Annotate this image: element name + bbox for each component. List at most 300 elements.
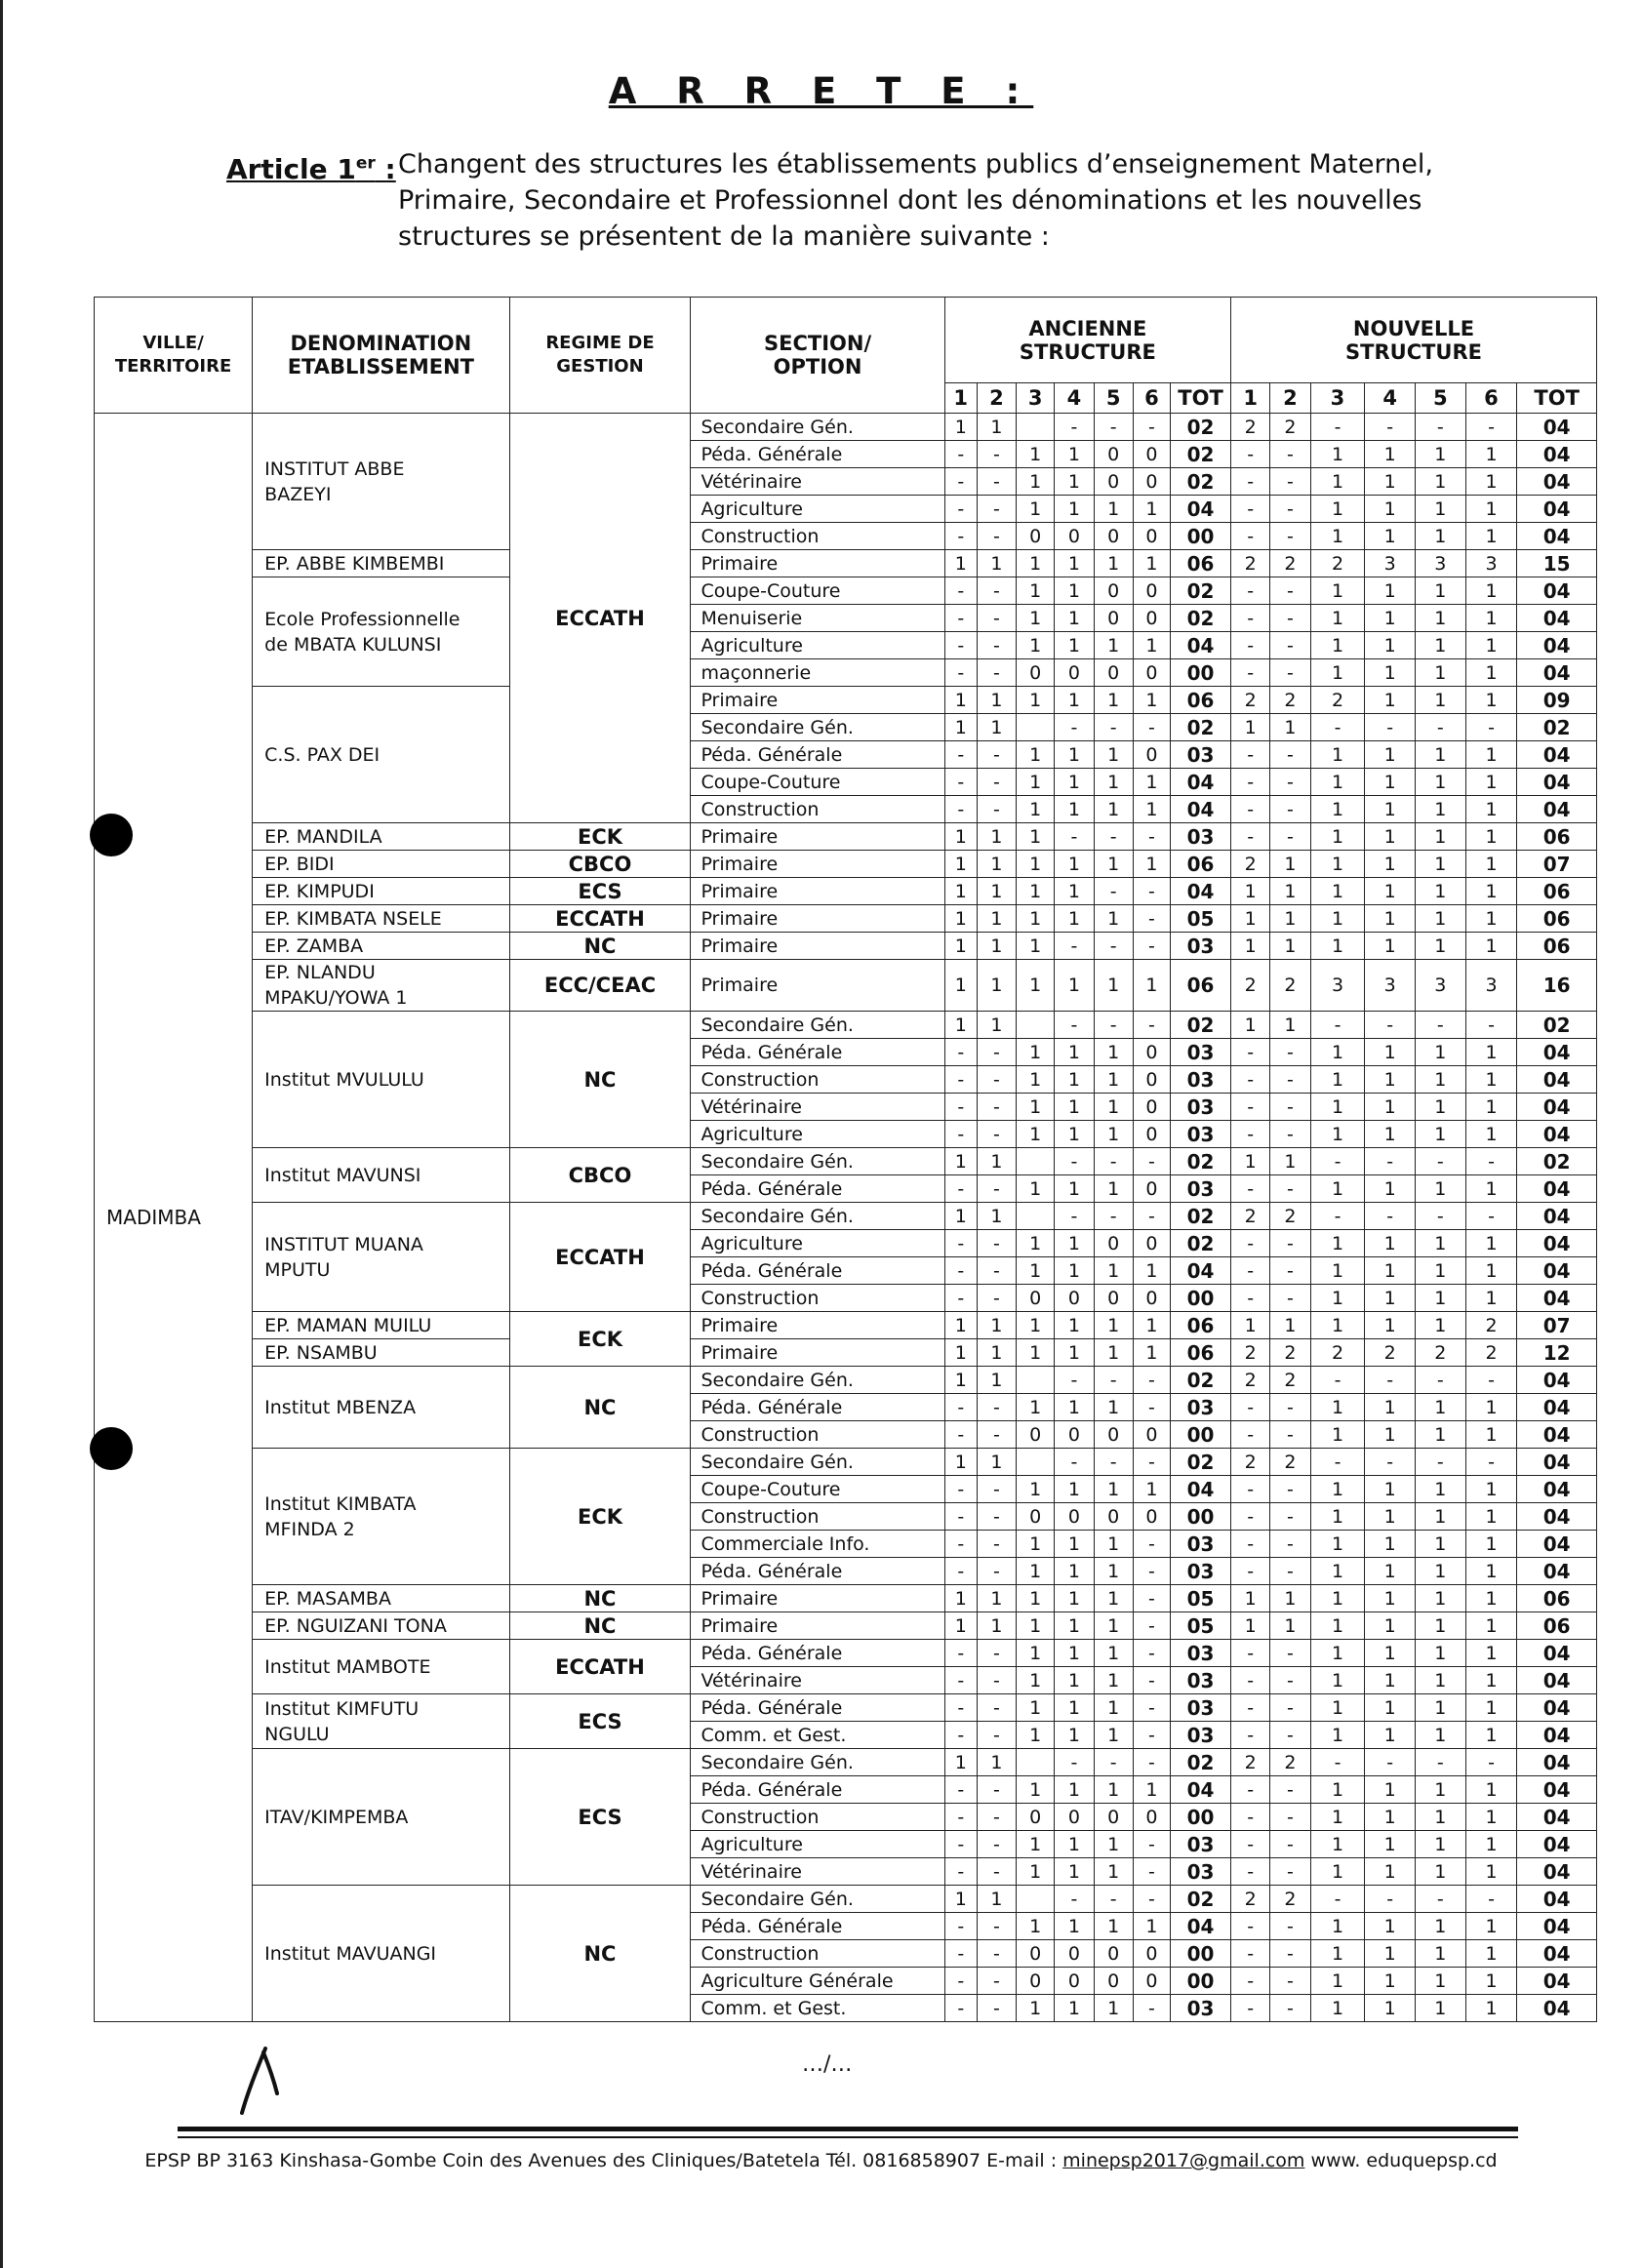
nouvelle-value: - [1231,1558,1270,1585]
ancienne-value: 1 [1055,878,1094,905]
ancienne-value: 0 [1094,523,1133,550]
nouvelle-value: - [1310,1749,1365,1776]
ancienne-value: 0 [1094,441,1133,468]
nouvelle-value: 2 [1231,1203,1270,1230]
ancienne-total: 00 [1171,659,1231,687]
nouvelle-value: - [1270,741,1310,769]
ancienne-value: 1 [1017,1585,1055,1612]
ancienne-value: 1 [944,878,977,905]
nouvelle-value: 1 [1365,1968,1416,1995]
establishment-name-line: MFINDA 2 [264,1518,355,1540]
nouvelle-value: 3 [1416,960,1466,1012]
nouvelle-value: - [1365,714,1416,741]
establishment-name-line: Institut MAVUNSI [264,1164,421,1186]
ancienne-value: - [1133,823,1170,851]
ancienne-value: - [1094,1367,1133,1394]
ancienne-value: 1 [944,687,977,714]
nouvelle-value: 2 [1231,550,1270,577]
nouvelle-value: - [1270,1285,1310,1312]
section-option: maçonnerie [691,659,944,687]
establishment-name [253,687,509,823]
nouvelle-value: 1 [1365,1831,1416,1858]
nouvelle-value: 1 [1310,1394,1365,1421]
ancienne-value: - [977,1531,1016,1558]
nouvelle-value: - [1231,796,1270,823]
nouvelle-value: 1 [1416,1285,1466,1312]
nouvelle-value: - [1270,496,1310,523]
nouvelle-value: 1 [1416,823,1466,851]
footer-email[interactable]: minepsp2017@gmail.com [1062,2150,1305,2171]
nouvelle-total: 04 [1517,1804,1597,1831]
ancienne-total: 04 [1171,496,1231,523]
article-label-colon: : [375,153,396,186]
section-option: Agriculture [691,1230,944,1257]
nouvelle-value: 1 [1465,1285,1517,1312]
nouvelle-value: 1 [1310,523,1365,550]
ancienne-total: 03 [1171,1039,1231,1066]
nouvelle-value: 1 [1270,1612,1310,1640]
ancienne-value: 0 [1133,1066,1170,1094]
ancienne-value: 1 [1017,741,1055,769]
ancienne-value: - [944,605,977,632]
nouvelle-value: 1 [1310,1039,1365,1066]
nouvelle-value: - [1231,577,1270,605]
ancienne-value: - [977,796,1016,823]
establishment-name-line: EP. KIMPUDI [264,880,375,902]
nouvelle-value: 1 [1416,1476,1466,1503]
nouvelle-value: 1 [1416,687,1466,714]
nouvelle-value: 2 [1231,1449,1270,1476]
ancienne-total: 02 [1171,1449,1231,1476]
nouvelle-value: 2 [1416,1339,1466,1367]
nouvelle-value: 1 [1416,1995,1466,2022]
establishment-name [253,1203,509,1312]
nouvelle-value: - [1231,1913,1270,1940]
nouvelle-value: - [1231,1421,1270,1449]
ancienne-value: 1 [1017,823,1055,851]
ancienne-value: 0 [1133,1094,1170,1121]
ancienne-value: 0 [1094,1940,1133,1968]
nouvelle-value: 1 [1310,905,1365,933]
ancienne-total: 04 [1171,796,1231,823]
ancienne-value: 1 [977,905,1016,933]
nouvelle-value: 1 [1416,1776,1466,1804]
ancienne-value: 0 [1017,1968,1055,1995]
ancienne-value: - [1055,1012,1094,1039]
nouvelle-value: 1 [1465,1667,1517,1694]
ancienne-total: 05 [1171,905,1231,933]
header-nouvelle-col-6: 6 [1465,383,1517,414]
ancienne-value: 1 [977,851,1016,878]
ancienne-total: 06 [1171,687,1231,714]
ancienne-value: - [944,1503,977,1531]
ancienne-total: 06 [1171,1339,1231,1367]
nouvelle-value: 3 [1416,550,1466,577]
ancienne-value: 1 [1017,605,1055,632]
ancienne-value: - [944,1121,977,1148]
nouvelle-value: 1 [1365,523,1416,550]
nouvelle-value: 1 [1310,496,1365,523]
ancienne-total: 02 [1171,1367,1231,1394]
nouvelle-total: 02 [1517,1012,1597,1039]
ancienne-value: 1 [977,414,1016,441]
nouvelle-total: 04 [1517,523,1597,550]
ancienne-value: - [1133,1612,1170,1640]
table-row [95,851,1597,878]
ancienne-value: 1 [1017,1257,1055,1285]
nouvelle-value: 1 [1465,577,1517,605]
section-option: Agriculture [691,496,944,523]
nouvelle-value: 2 [1231,414,1270,441]
table-row [95,414,1597,441]
section-option: Coupe-Couture [691,577,944,605]
header-nouvelle-col-5: 5 [1416,383,1466,414]
ancienne-value: - [977,523,1016,550]
ancienne-value: 1 [1017,1995,1055,2022]
nouvelle-value: 1 [1310,796,1365,823]
ancienne-value: 0 [1094,1421,1133,1449]
ancienne-value: - [1055,1449,1094,1476]
ancienne-value: - [977,1558,1016,1585]
ancienne-value: - [977,1476,1016,1503]
ancienne-total: 02 [1171,414,1231,441]
section-option: Vétérinaire [691,1094,944,1121]
nouvelle-value: 1 [1416,1421,1466,1449]
ancienne-value: 1 [1017,796,1055,823]
establishment-name [253,1612,509,1640]
ancienne-value: - [977,1913,1016,1940]
nouvelle-value: 1 [1310,851,1365,878]
punch-hole-top [90,814,133,856]
ancienne-value: - [1133,1749,1170,1776]
ancienne-total: 03 [1171,1640,1231,1667]
ancienne-value: 1 [1055,796,1094,823]
establishment-name [253,1886,509,2022]
nouvelle-value: 1 [1365,1421,1416,1449]
nouvelle-value: - [1270,1804,1310,1831]
section-option: Secondaire Gén. [691,714,944,741]
regime-cell: ECK [509,1312,691,1367]
ancienne-value: 0 [1055,1421,1094,1449]
nouvelle-total: 04 [1517,1503,1597,1531]
nouvelle-value: - [1310,1012,1365,1039]
table-row [95,1694,1597,1722]
nouvelle-value: - [1270,1257,1310,1285]
nouvelle-value: 1 [1416,468,1466,496]
nouvelle-value: 1 [1310,1257,1365,1285]
ancienne-value: 1 [1055,1531,1094,1558]
table-row [95,1749,1597,1776]
nouvelle-value: 2 [1231,1367,1270,1394]
ancienne-value: - [1094,1449,1133,1476]
nouvelle-value: 1 [1310,1312,1365,1339]
nouvelle-value: 1 [1465,1503,1517,1531]
nouvelle-total: 04 [1517,741,1597,769]
nouvelle-value: 1 [1465,769,1517,796]
nouvelle-total: 04 [1517,1667,1597,1694]
ancienne-total: 04 [1171,878,1231,905]
table-row [95,1367,1597,1394]
ancienne-value: 1 [944,1339,977,1367]
nouvelle-total: 04 [1517,1203,1597,1230]
ancienne-value: 1 [977,1203,1016,1230]
nouvelle-value: - [1270,1831,1310,1858]
ancienne-value: 1 [1055,1995,1094,2022]
nouvelle-value: 1 [1365,605,1416,632]
ancienne-value: - [1055,1367,1094,1394]
ancienne-value: 0 [1094,605,1133,632]
ancienne-value: - [944,1640,977,1667]
nouvelle-value: 1 [1310,1558,1365,1585]
ancienne-value: - [1133,1667,1170,1694]
nouvelle-value: 1 [1416,1394,1466,1421]
ancienne-value: 1 [944,933,977,960]
nouvelle-value: - [1270,1121,1310,1148]
header-ancienne-col-1: 1 [944,383,977,414]
nouvelle-value: - [1270,1039,1310,1066]
ancienne-value: - [1133,1694,1170,1722]
ancienne-value: 1 [1094,1722,1133,1749]
nouvelle-value: 1 [1365,1558,1416,1585]
nouvelle-value: 1 [1365,1175,1416,1203]
header-ancienne-col-5: 5 [1094,383,1133,414]
ancienne-value: 1 [1055,1913,1094,1940]
nouvelle-value: - [1270,1667,1310,1694]
nouvelle-value: - [1465,714,1517,741]
ancienne-value: - [977,1858,1016,1886]
ancienne-value: 1 [1017,1776,1055,1804]
ancienne-value: 1 [1055,1640,1094,1667]
nouvelle-value: 1 [1416,878,1466,905]
nouvelle-value: 1 [1365,659,1416,687]
nouvelle-value: - [1231,441,1270,468]
nouvelle-value: - [1231,1804,1270,1831]
ancienne-value: - [944,1968,977,1995]
ancienne-value: - [1133,714,1170,741]
ancienne-value: - [977,1804,1016,1831]
ancienne-value: 1 [1017,1039,1055,1066]
ancienne-value: - [1133,1531,1170,1558]
nouvelle-value: 1 [1365,1722,1416,1749]
section-option: Primaire [691,878,944,905]
ancienne-value: - [1094,1749,1133,1776]
ancienne-value: 0 [1094,1804,1133,1831]
ancienne-total: 03 [1171,1175,1231,1203]
nouvelle-value: - [1270,1913,1310,1940]
nouvelle-value: 1 [1416,1968,1466,1995]
header-regime-2: GESTION [556,356,644,377]
nouvelle-value: 1 [1465,523,1517,550]
nouvelle-value: - [1231,496,1270,523]
ancienne-value: - [1133,1449,1170,1476]
nouvelle-value: 1 [1416,769,1466,796]
continuation-mark: …/… [802,2052,853,2077]
ancienne-total: 03 [1171,1121,1231,1148]
ancienne-value: 1 [1017,1230,1055,1257]
ancienne-value: 0 [1133,1804,1170,1831]
ancienne-value: 0 [1017,1285,1055,1312]
nouvelle-value: 1 [1416,1722,1466,1749]
nouvelle-value: 1 [1310,1476,1365,1503]
nouvelle-value: 2 [1231,1339,1270,1367]
nouvelle-value: - [1310,1449,1365,1476]
ancienne-value: 0 [1133,1940,1170,1968]
nouvelle-value: - [1416,1367,1466,1394]
ancienne-value: 0 [1133,1421,1170,1449]
nouvelle-value: 1 [1416,605,1466,632]
nouvelle-value: 1 [1416,441,1466,468]
ancienne-value: - [1094,1148,1133,1175]
ancienne-value: 1 [1094,1612,1133,1640]
header-ville-1: VILLE/ [142,333,204,353]
nouvelle-value: - [1231,632,1270,659]
nouvelle-value: 1 [1465,632,1517,659]
ancienne-value: - [1094,1886,1133,1913]
ancienne-total: 02 [1171,1012,1231,1039]
section-option: Construction [691,1066,944,1094]
ancienne-value: - [1094,1012,1133,1039]
establishment-name [253,550,509,577]
header-nouvelle-col-7: TOT [1517,383,1597,414]
nouvelle-value: - [1270,796,1310,823]
nouvelle-value: - [1270,1722,1310,1749]
ancienne-value: 1 [1017,632,1055,659]
ancienne-value: 0 [1055,1804,1094,1831]
nouvelle-value: 1 [1416,1913,1466,1940]
section-option: Péda. Générale [691,1776,944,1804]
footer-website: www. eduquepsp.cd [1304,2150,1498,2171]
ancienne-value: - [977,769,1016,796]
ancienne-total: 02 [1171,468,1231,496]
nouvelle-value: - [1231,769,1270,796]
nouvelle-total: 04 [1517,1367,1597,1394]
header-nouvelle [1231,298,1597,383]
nouvelle-value: - [1270,1175,1310,1203]
header-nouvelle-1: NOUVELLE [1352,316,1475,340]
section-option: Péda. Générale [691,1913,944,1940]
ancienne-value: - [977,1230,1016,1257]
ancienne-total: 03 [1171,1831,1231,1858]
nouvelle-total: 06 [1517,1612,1597,1640]
ancienne-value: 1 [977,1886,1016,1913]
nouvelle-value: 1 [1231,1612,1270,1640]
nouvelle-value: 1 [1465,1257,1517,1285]
article-body [398,146,1549,255]
nouvelle-value: 2 [1270,687,1310,714]
ancienne-total: 04 [1171,769,1231,796]
nouvelle-total: 04 [1517,1421,1597,1449]
ancienne-value: 1 [977,1585,1016,1612]
nouvelle-total: 06 [1517,823,1597,851]
nouvelle-value: 1 [1465,1940,1517,1968]
ancienne-value: - [944,659,977,687]
ancienne-value: - [1133,1722,1170,1749]
ancienne-value: 1 [1017,933,1055,960]
ancienne-total: 00 [1171,1804,1231,1831]
ancienne-value: - [977,632,1016,659]
nouvelle-value: 1 [1365,878,1416,905]
nouvelle-value: - [1231,1722,1270,1749]
ancienne-value: - [977,741,1016,769]
ancienne-value: 1 [1055,1694,1094,1722]
nouvelle-value: 1 [1465,1585,1517,1612]
establishment-name [253,577,509,687]
nouvelle-value: 1 [1465,441,1517,468]
ancienne-value: 1 [1017,550,1055,577]
ancienne-value: 1 [1017,878,1055,905]
nouvelle-total: 04 [1517,1558,1597,1585]
ancienne-value: 1 [944,960,977,1012]
ancienne-value: 0 [1133,1285,1170,1312]
nouvelle-value: - [1270,468,1310,496]
ancienne-value: 1 [1017,1094,1055,1121]
nouvelle-value: 1 [1270,933,1310,960]
ancienne-value: 1 [1133,769,1170,796]
establishment-name-line: EP. ZAMBA [264,935,364,957]
ancienne-value: 1 [1133,687,1170,714]
establishment-name-line: EP. BIDI [264,853,335,875]
ancienne-total: 03 [1171,1094,1231,1121]
nouvelle-value: - [1270,1940,1310,1968]
ancienne-value: 1 [977,687,1016,714]
nouvelle-value: 1 [1310,1585,1365,1612]
nouvelle-value: 1 [1310,878,1365,905]
table-row [95,1886,1597,1913]
ancienne-value: 1 [1055,468,1094,496]
ancienne-value: 1 [977,1012,1016,1039]
ancienne-value: - [1055,1203,1094,1230]
nouvelle-value: 2 [1270,1203,1310,1230]
nouvelle-value: 1 [1416,1940,1466,1968]
footer [0,2150,1642,2171]
nouvelle-value: 2 [1310,1339,1365,1367]
nouvelle-value: - [1310,1367,1365,1394]
ancienne-value [1017,714,1055,741]
nouvelle-value: 1 [1365,1640,1416,1667]
section-option: Primaire [691,851,944,878]
ancienne-value: 1 [1094,1694,1133,1722]
ancienne-value: 0 [1094,1230,1133,1257]
nouvelle-value: 1 [1465,1858,1517,1886]
section-option: Coupe-Couture [691,769,944,796]
nouvelle-total: 04 [1517,577,1597,605]
nouvelle-total: 04 [1517,1858,1597,1886]
establishment-name-line: NGULU [264,1723,330,1745]
punch-hole-bottom [90,1427,133,1470]
header-nouvelle-col-3: 3 [1310,383,1365,414]
section-option: Primaire [691,1585,944,1612]
ancienne-value: - [1055,1749,1094,1776]
ancienne-value: 1 [944,1367,977,1394]
section-option: Construction [691,796,944,823]
ancienne-value: - [977,659,1016,687]
ancienne-total: 00 [1171,1421,1231,1449]
nouvelle-value: 1 [1465,1612,1517,1640]
regime-cell: ECCATH [509,905,691,933]
nouvelle-value: 1 [1465,468,1517,496]
nouvelle-value: 1 [1270,1148,1310,1175]
nouvelle-value: - [1231,1968,1270,1995]
nouvelle-total: 04 [1517,1121,1597,1148]
table-body [95,414,1597,2022]
nouvelle-value: - [1465,1148,1517,1175]
section-option: Péda. Générale [691,1257,944,1285]
nouvelle-value: 2 [1231,1886,1270,1913]
header-regime-1: REGIME DE [545,333,655,353]
header-regime [509,298,691,414]
establishment-name [253,1148,509,1203]
establishment-name-line: BAZEYI [264,483,332,505]
